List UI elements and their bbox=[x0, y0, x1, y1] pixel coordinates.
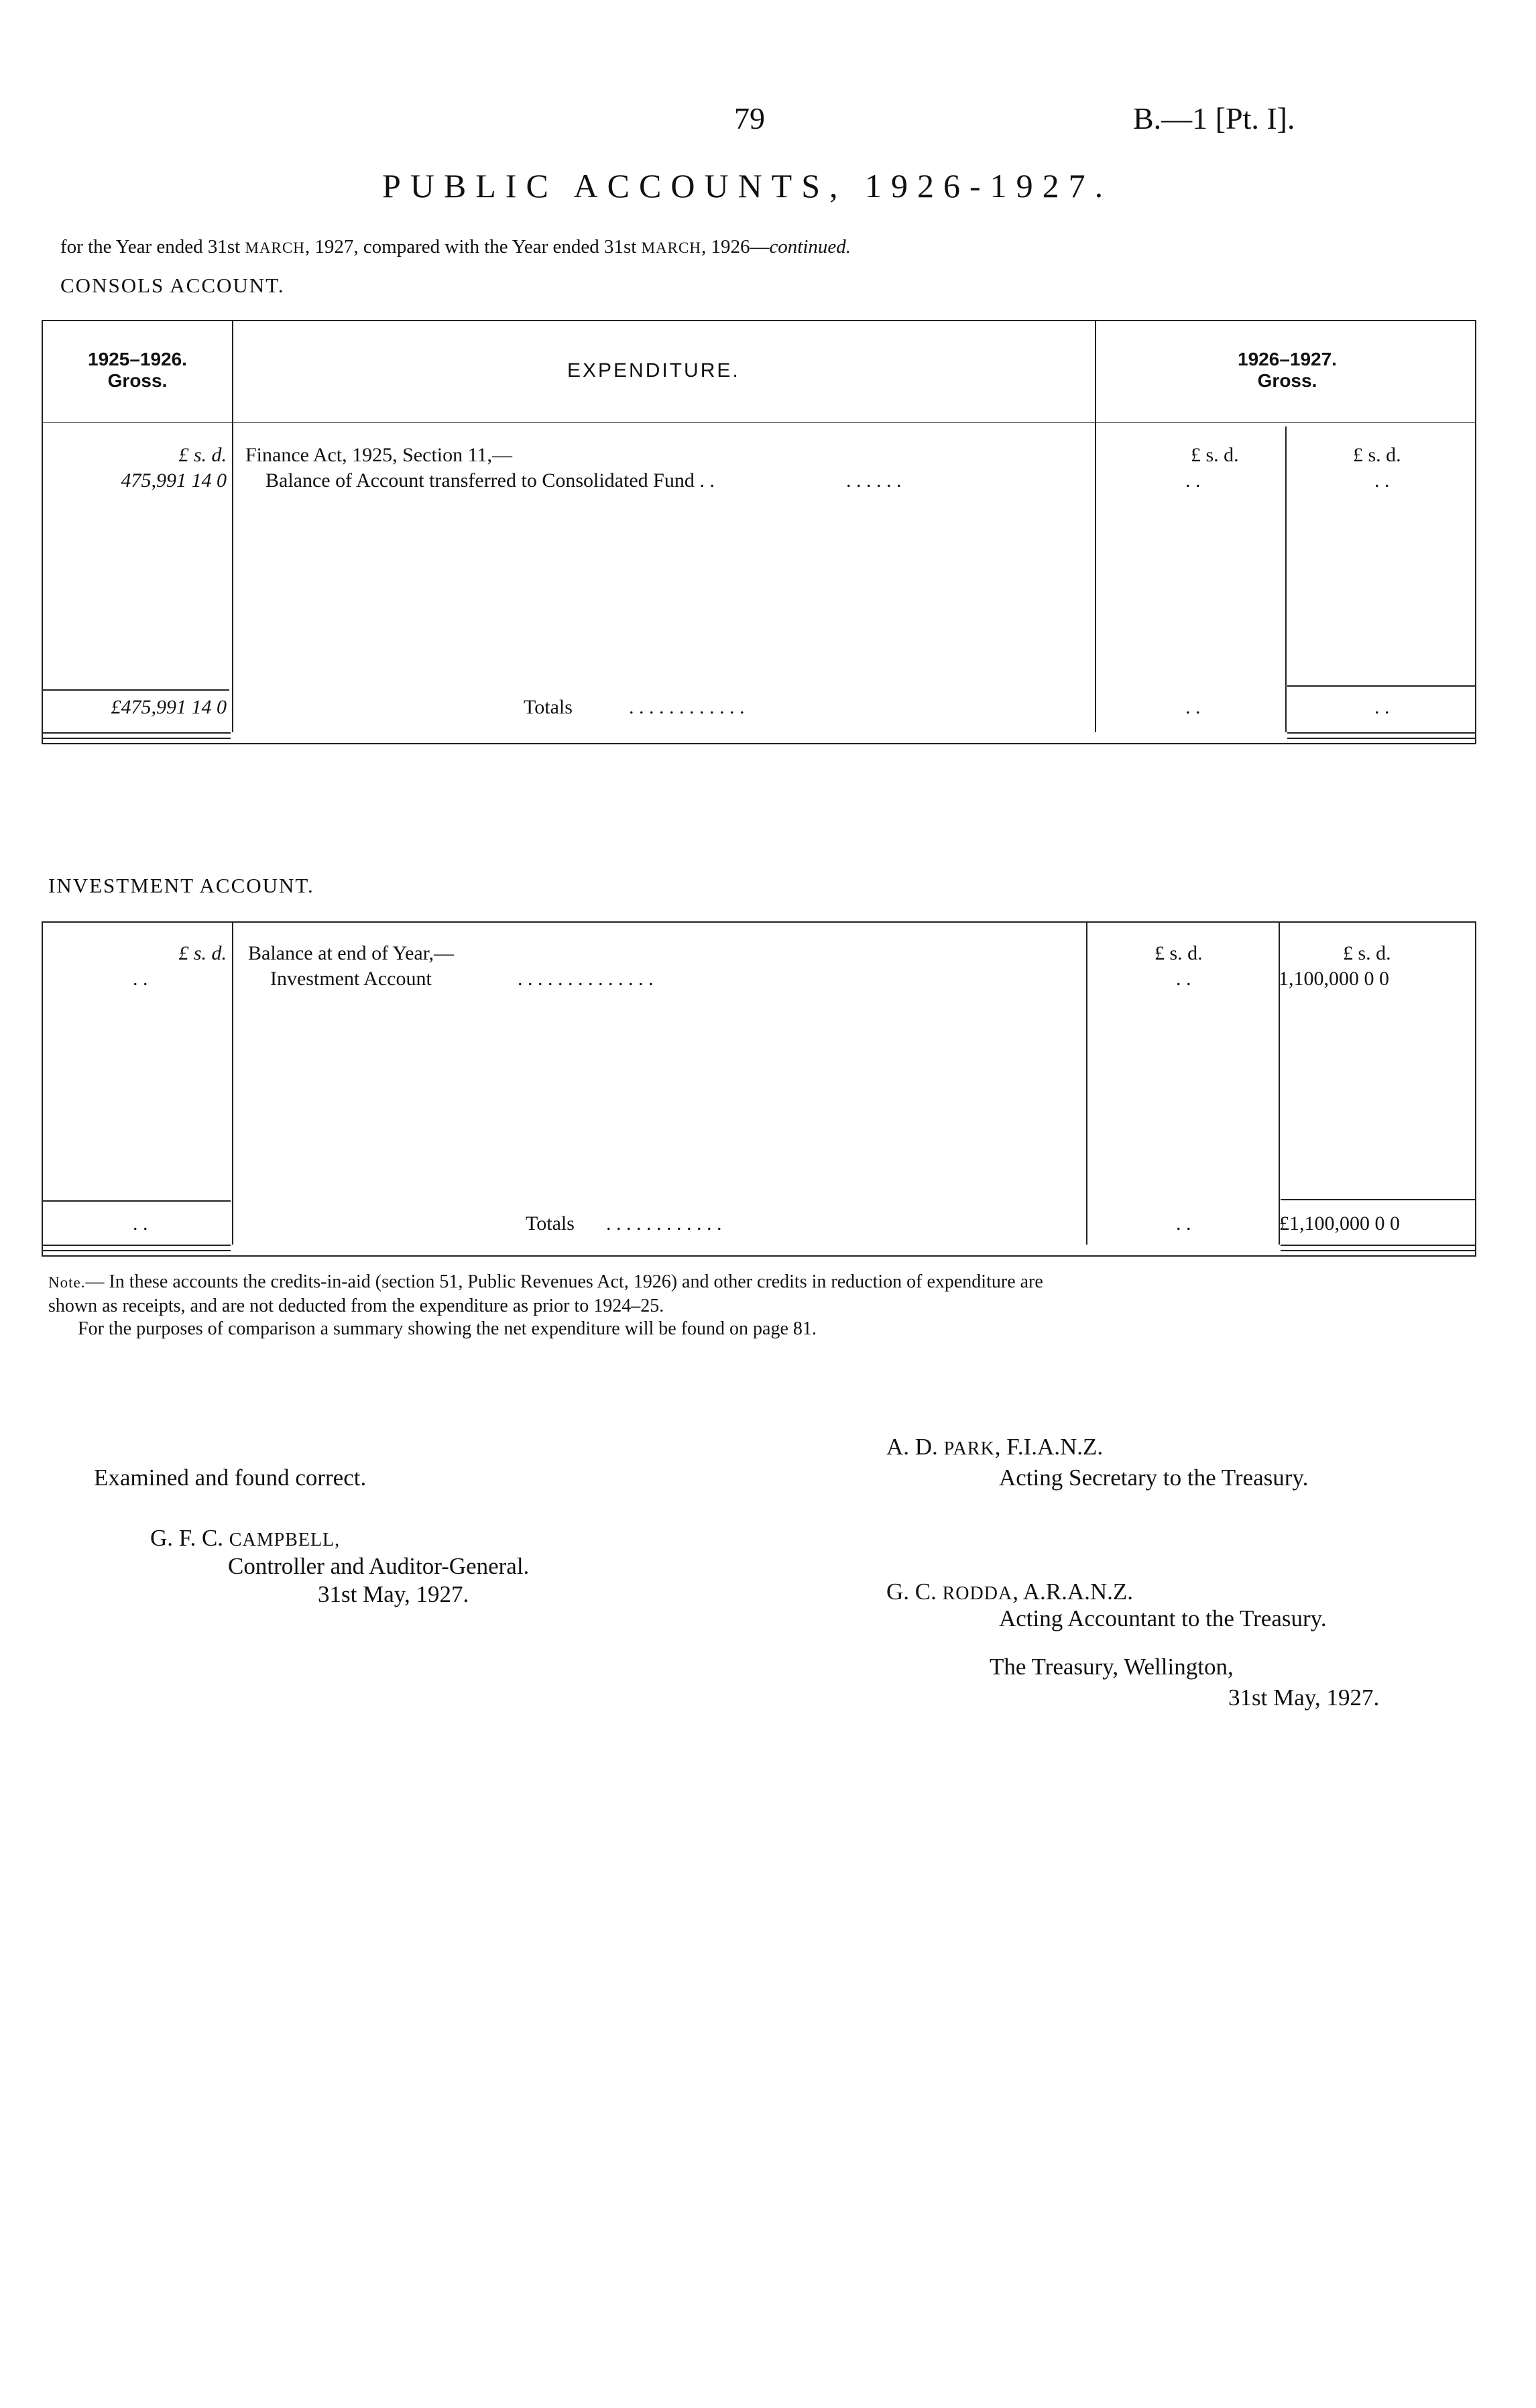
subtitle-continued: continued. bbox=[769, 236, 851, 257]
table-rule bbox=[42, 1255, 1476, 1257]
accountant-name: RODDA bbox=[942, 1583, 1013, 1604]
table-rule bbox=[42, 921, 43, 1257]
secretary-signature bbox=[886, 1434, 1103, 1460]
table-rule bbox=[42, 738, 231, 739]
note-line-3: For the purposes of comparison a summary showing the net expenditure will be found on page 81. bbox=[78, 1318, 817, 1339]
note-line-2: shown as receipts, and are not deducted from the expenditure as prior to 1924–25. bbox=[48, 1296, 664, 1316]
note-text-1: — In these accounts the credits-in-aid (section 51, Public Revenues Act, 1926) and other credits in reduction of expenditure are bbox=[85, 1271, 1043, 1292]
leader-dots: . . . . . . bbox=[846, 469, 902, 492]
item-description: Investment Account bbox=[270, 968, 432, 990]
table-rule bbox=[1287, 738, 1476, 739]
amount-1926-1927-sub: . . bbox=[1185, 469, 1201, 492]
accountant-initials: G. C. bbox=[886, 1579, 943, 1605]
subtitle-mid: , 1927, compared with the Year ended 31st bbox=[304, 236, 642, 257]
currency-units-left: £ s. d. bbox=[178, 942, 227, 964]
table-rule bbox=[1287, 685, 1476, 687]
total-1925-1926: . . bbox=[133, 1212, 148, 1235]
amount-1925-1926: . . bbox=[133, 968, 148, 990]
table-rule bbox=[42, 732, 231, 734]
table-rule bbox=[42, 422, 1476, 423]
table-rule bbox=[42, 320, 1476, 321]
table-rule bbox=[42, 1200, 231, 1202]
amount-1925-1926: 475,991 14 0 bbox=[121, 469, 227, 492]
amount-1926-1927: 1,100,000 0 0 bbox=[1279, 968, 1389, 990]
subtitle-month-2: MARCH bbox=[641, 239, 701, 256]
currency-units-right: £ s. d. bbox=[1343, 942, 1391, 964]
table-rule bbox=[1086, 921, 1087, 1245]
secretary-name: PARK bbox=[943, 1438, 995, 1459]
table-rule bbox=[1287, 732, 1476, 734]
amount-1926-1927: . . bbox=[1374, 469, 1390, 492]
treasury-date: 31st May, 1927. bbox=[1228, 1684, 1380, 1711]
table-rule bbox=[1281, 1245, 1476, 1246]
secretary-initials: A. D. bbox=[886, 1434, 944, 1460]
leader-dots: . . . . . . . . . . . . . . bbox=[518, 968, 654, 990]
leader-dots: . . . . . . . . . . . . bbox=[606, 1212, 722, 1235]
total-1926-1927: £1,100,000 0 0 bbox=[1279, 1212, 1400, 1235]
table-rule bbox=[1281, 1250, 1476, 1251]
subtitle-month-1: MARCH bbox=[245, 239, 305, 256]
table-rule bbox=[42, 320, 43, 744]
subtitle-lead: for the Year ended 31st bbox=[60, 236, 245, 257]
total-1926-1927-sub: . . bbox=[1176, 1212, 1191, 1235]
table-rule bbox=[42, 1250, 231, 1251]
totals-label: Totals bbox=[526, 1212, 575, 1235]
item-heading: Balance at end of Year,— bbox=[248, 942, 455, 964]
page-title: PUBLIC ACCOUNTS, 1926-1927. bbox=[382, 167, 1113, 205]
note-line-1 bbox=[48, 1271, 1043, 1293]
secretary-qualifications: , F.I.A.N.Z. bbox=[994, 1434, 1104, 1460]
treasury-location: The Treasury, Wellington, bbox=[990, 1654, 1234, 1680]
item-heading: Finance Act, 1925, Section 11,— bbox=[245, 444, 512, 466]
currency-units-right: £ s. d. bbox=[1353, 444, 1401, 466]
total-1926-1927: . . bbox=[1374, 696, 1390, 718]
header-gross: Gross. bbox=[1257, 370, 1317, 391]
table-rule bbox=[1095, 320, 1096, 732]
currency-units-left: £ s. d. bbox=[178, 444, 227, 466]
table-rule bbox=[42, 1245, 231, 1246]
document-reference: B.—1 [Pt. I]. bbox=[1133, 101, 1295, 135]
investment-account-heading: INVESTMENT ACCOUNT. bbox=[48, 874, 314, 897]
auditor-date: 31st May, 1927. bbox=[318, 1581, 469, 1607]
leader-dots: . . . . . . . . . . . . bbox=[629, 696, 745, 718]
item-description: Balance of Account transferred to Consolidated Fund . . bbox=[265, 469, 715, 492]
accountant-signature bbox=[886, 1579, 1133, 1605]
table-rule bbox=[42, 689, 229, 691]
totals-label: Totals bbox=[524, 696, 573, 718]
subtitle bbox=[60, 236, 851, 258]
table-rule bbox=[1475, 320, 1476, 744]
total-1926-1927-sub: . . bbox=[1185, 696, 1201, 718]
header-year: 1925–1926. bbox=[88, 349, 187, 369]
column-header-expenditure: EXPENDITURE. bbox=[567, 359, 740, 382]
auditor-name: CAMPBELL, bbox=[229, 1530, 341, 1550]
table-rule bbox=[42, 743, 1476, 744]
auditor-signature bbox=[150, 1525, 340, 1552]
amount-1926-1927-sub: . . bbox=[1176, 968, 1191, 990]
table-rule bbox=[42, 921, 1476, 923]
table-rule bbox=[232, 921, 233, 1245]
header-gross: Gross. bbox=[107, 370, 168, 391]
accountant-title: Acting Accountant to the Treasury. bbox=[999, 1605, 1327, 1631]
auditor-initials: G. F. C. bbox=[150, 1525, 229, 1551]
table-rule bbox=[232, 320, 233, 732]
consols-account-heading: CONSOLS ACCOUNT. bbox=[60, 274, 285, 297]
secretary-title: Acting Secretary to the Treasury. bbox=[999, 1465, 1309, 1491]
table-rule bbox=[1475, 921, 1476, 1257]
auditor-title: Controller and Auditor-General. bbox=[228, 1553, 530, 1579]
examined-statement: Examined and found correct. bbox=[94, 1465, 367, 1491]
currency-units-mid: £ s. d. bbox=[1191, 444, 1239, 466]
header-year: 1926–1927. bbox=[1238, 349, 1337, 369]
column-header-1926-1927 bbox=[1187, 349, 1388, 392]
currency-units-mid: £ s. d. bbox=[1155, 942, 1203, 964]
column-header-1925-1926 bbox=[47, 349, 228, 392]
table-rule bbox=[1281, 1199, 1476, 1200]
table-rule bbox=[1285, 426, 1287, 732]
subtitle-tail: , 1926— bbox=[701, 236, 770, 257]
page-number: 79 bbox=[734, 101, 765, 135]
total-1925-1926: £475,991 14 0 bbox=[111, 696, 227, 718]
note-prefix: Note. bbox=[48, 1274, 86, 1291]
accountant-qualifications: , A.R.A.N.Z. bbox=[1012, 1579, 1134, 1605]
